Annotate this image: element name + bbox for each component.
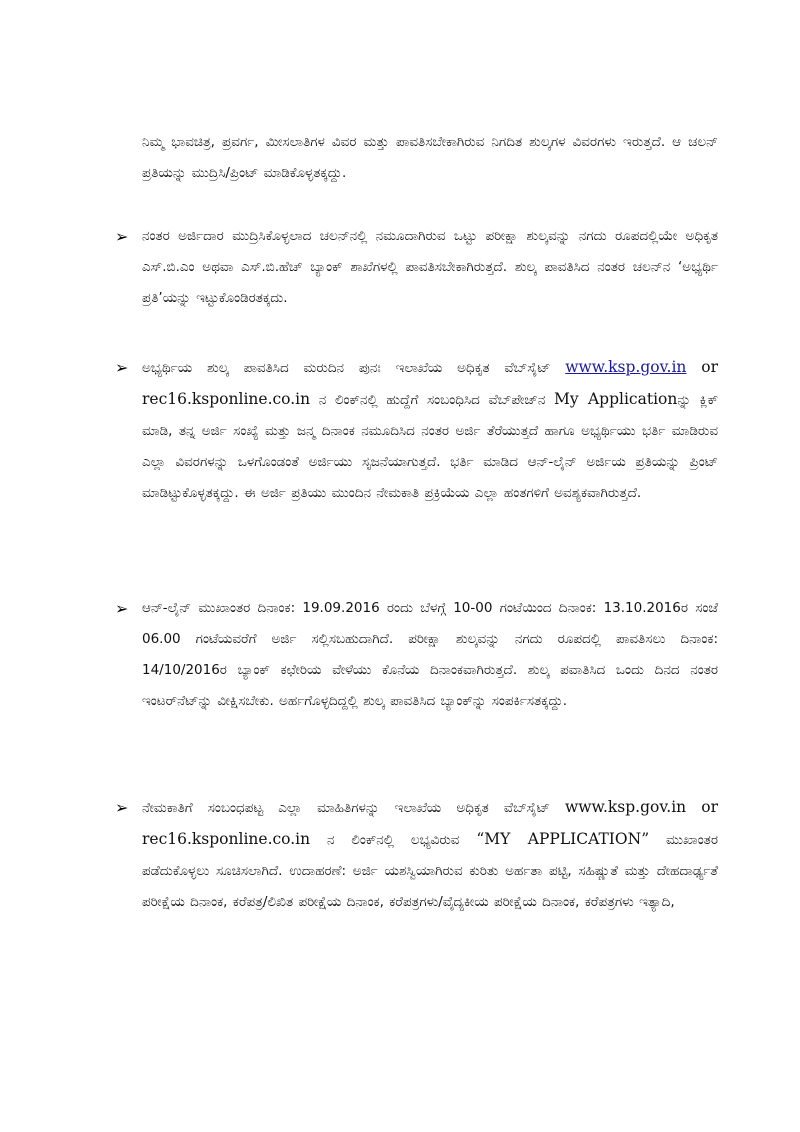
- my-application-caps-text: “MY APPLICATION”: [476, 830, 650, 848]
- intro-paragraph: ನಿಮ್ಮ ಭಾವಚಿತ್ರ, ಪ್ರವರ್ಗ, ಮೀಸಲಾತಿಗಳ ವಿವರ ಮತ್ತು ಪಾವತಿಸಬೇಕಾಗಿರುವ ನಿಗದಿತ ಶುಲ್ಕಗಳ ವಿವರಗಳು ಇರುತ್ತದೆ. ಆ ಚಲನ್ ಪ್ರತಿಯನ್ನು ಮುದ್ರಿಸಿ/ಪ್ರಿಂಟ್ ಮಾಡಿಕೊಳ್ಳತಕ್ಕದ್ದು.: [142, 134, 718, 181]
- bullet-paragraph-recruitment-info: [142, 792, 718, 918]
- bullet4-lead-text: ನೇಮಕಾತಿಗೆ ಸಂಬಂಧಪಟ್ಟ ಎಲ್ಲಾ ಮಾಹಿತಿಗಳನ್ನು ಇಲಾಖೆಯ ಅಧಿಕೃತ ವೆಬ್‌ಸೈಟ್: [142, 800, 550, 816]
- bullet-paragraph-my-application: [142, 352, 718, 509]
- or-text: or: [701, 798, 719, 816]
- ksponline-site-text: rec16.ksponline.co.in: [142, 390, 311, 408]
- bullet2-tail-text: ನ್ನು ಕ್ಲಿಕ್ ಮಾಡಿ, ತನ್ನ ಅರ್ಜಿ ಸಂಖ್ಯೆ ಮತ್ತು ಜನ್ಮ ದಿನಾಂಕ ನಮೂದಿಸಿದ ನಂತರ ಅರ್ಜಿ ತೆರೆಯುತ್ತದೆ ಹಾಗೂ ಅಭ್ಯರ್ಥಿಯು ಭರ್ತಿ ಮಾಡಿರುವ ಎಲ್ಲಾ ವಿವರಗಳನ್ನು ಒಳಗೊಂಡಂತೆ ಅರ್ಜಿಯು ಸೃಜನೆಯಾಗುತ್ತದೆ. ಭರ್ತಿ ಮಾಡಿದ ಆನ್-ಲೈನ್ ಅರ್ಜಿಯ ಪ್ರತಿಯನ್ನು ಪ್ರಿಂಟ್ ಮಾಡಿಟ್ಟುಕೊಳ್ಳತಕ್ಕದ್ದು. ಈ ಅರ್ಜಿ ಪ್ರತಿಯು ಮುಂದಿನ ನೇಮಕಾತಿ ಪ್ರಕ್ರಿಯೆಯ ಎಲ್ಲಾ ಹಂತಗಳಿಗೆ ಅವಶ್ಯಕವಾಗಿರುತ್ತದೆ.: [142, 392, 719, 501]
- bullet4-mid-text: ನ ಲಿಂಕ್‌ನಲ್ಲಿ ಲಭ್ಯವಿರುವ: [326, 832, 460, 848]
- my-application-text: My Application: [554, 390, 678, 408]
- ksp-website-text: www.ksp.gov.in: [565, 798, 687, 816]
- ksponline-site-text: rec16.ksponline.co.in: [142, 830, 311, 848]
- bullet-paragraph-online-dates: ಆನ್-ಲೈನ್ ಮುಖಾಂತರ ದಿನಾಂಕ: 19.09.2016 ರಂದು ಬೆಳಗ್ಗೆ 10-00 ಗಂಟೆಯಿಂದ ದಿನಾಂಕ: 13.10.2016ರ ಸಂಜೆ 06.00 ಗಂಟೆಯವರೆಗೆ ಅರ್ಜಿ ಸಲ್ಲಿಸಬಹುದಾಗಿದೆ. ಪರೀಕ್ಷಾ ಶುಲ್ಕವನ್ನು ನಗದು ರೂಪದಲ್ಲಿ ಪಾವತಿಸಲು ದಿನಾಂಕ: 14/10/2016ರ ಬ್ಯಾಂಕ್ ಕಛೇರಿಯ ವೇಳೆಯು ಕೊನೆಯ ದಿನಾಂಕವಾಗಿರುತ್ತದೆ. ಶುಲ್ಕ ಪವಾತಿಸಿದ ಒಂದು ದಿನದ ನಂತರ ಇಂಟರ್‌ನೆಟ್‌ನ್ನು ವೀಕ್ಷಿಸಬೇಕು. ಅರ್ಹಗೊಳ್ಳದಿದ್ದಲ್ಲಿ ಶುಲ್ಕ ಪಾವತಿಸಿದ ಬ್ಯಾಂಕ್‌ನ್ನು ಸಂಪರ್ಕಿಸತಕ್ಕದ್ದು.: [142, 600, 718, 709]
- bullet-arrow-icon: ➢: [115, 798, 129, 817]
- bullet-arrow-icon: ➢: [115, 358, 129, 377]
- bullet2-mid-text: ನ ಲಿಂಕ್‌ನಲ್ಲಿ ಹುದ್ದೆಗೆ ಸಂಬಂಧಿಸಿದ ವೆಬ್‌ಪೇಜ್‌ನ: [318, 392, 546, 408]
- ksp-website-link[interactable]: www.ksp.gov.in: [565, 358, 687, 376]
- or-text: or: [701, 358, 718, 376]
- bullet-paragraph-bank-payment: ನಂತರ ಅರ್ಜಿದಾರ ಮುದ್ರಿಸಿಕೊಳ್ಳಲಾದ ಚಲನ್‌ನಲ್ಲಿ ನಮೂದಾಗಿರುವ ಒಟ್ಟು ಪರೀಕ್ಷಾ ಶುಲ್ಕವನ್ನು ನಗದು ರೂಪದಲ್ಲಿಯೇ ಅಧಿಕೃತ ಎಸ್.ಬಿ.ಎಂ ಅಥವಾ ಎಸ್.ಬಿ.ಹೆಚ್ ಬ್ಯಾಂಕ್ ಶಾಖೆಗಳಲ್ಲಿ ಪಾವತಿಸಬೇಕಾಗಿರುತ್ತದೆ. ಶುಲ್ಕ ಪಾವತಿಸಿದ ನಂತರ ಚಲನ್‌ನ ‘ಅಭ್ಯರ್ಥಿ ಪ್ರತಿ’ಯನ್ನು ಇಟ್ಟುಕೊಂಡಿರತಕ್ಕದು.: [142, 228, 718, 306]
- bullet4-tail-text: ಮುಖಾಂತರ ಪಡೆದುಕೊಳ್ಳಲು ಸೂಚಿಸಲಾಗಿದೆ. ಉದಾಹರಣೆ: ಅರ್ಜಿ ಯಶಸ್ವಿಯಾಗಿರುವ ಕುರಿತು ಅರ್ಹತಾ ಪಟ್ಟಿ, ಸಹಿಷ್ಣುತೆ ಮತ್ತು ದೇಹದಾರ್ಢ್ಯತೆ ಪರೀಕ್ಷೆಯ ದಿನಾಂಕ, ಕರೆಪತ್ರ/ಲಿಖಿತ ಪರೀಕ್ಷೆಯ ದಿನಾಂಕ, ಕರೆಪತ್ರಗಳು/ವೈದ್ಯಕೀಯ ಪರೀಕ್ಷೆಯ ದಿನಾಂಕ, ಕರೆಪತ್ರಗಳು ಇತ್ಯಾದಿ,: [142, 832, 718, 910]
- bullet-arrow-icon: ➢: [115, 227, 129, 246]
- bullet2-lead-text: ಅಭ್ಯರ್ಥಿಯ ಶುಲ್ಕ ಪಾವತಿಸಿದ ಮರುದಿನ ಪುನಃ ಇಲಾಖೆಯ ಅಧಿಕೃತ ವೆಬ್‌ಸೈಟ್: [142, 360, 551, 376]
- bullet-arrow-icon: ➢: [115, 599, 129, 618]
